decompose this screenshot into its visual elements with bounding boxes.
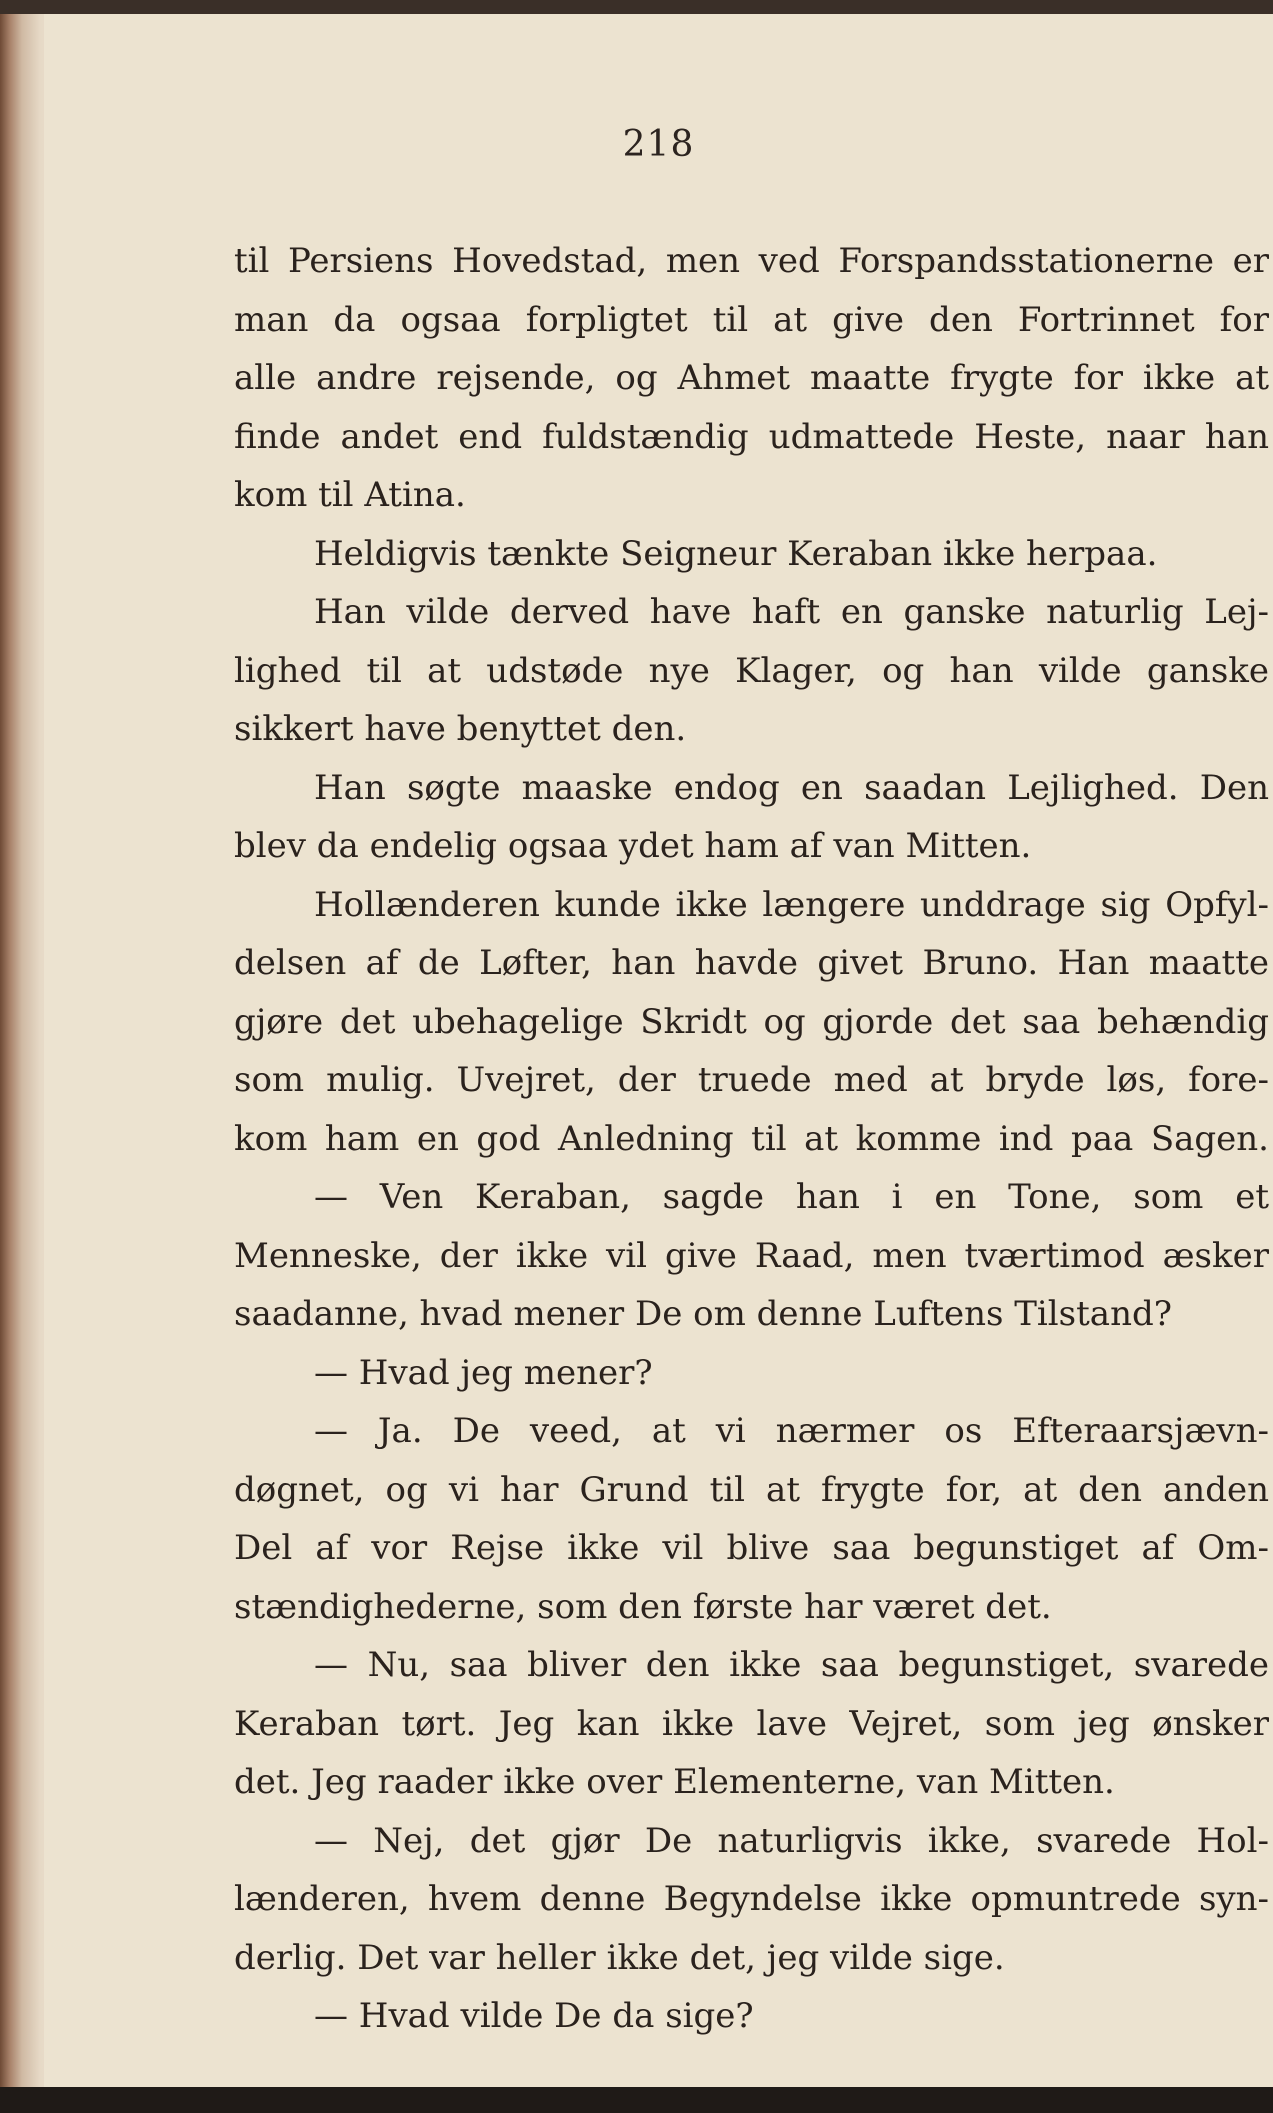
text-line: finde andet end fuldstændig udmattede Heste, naar han: [234, 416, 1269, 457]
text-line: lænderen, hvem denne Begyndelse ikke opmuntrede syn-: [234, 1879, 1269, 1919]
text-line: Heldigvis tænkte Seigneur Keraban ikke herpaa.: [314, 533, 1158, 574]
text-line: Keraban tørt. Jeg kan ikke lave Vejret, som jeg ønsker: [234, 1703, 1269, 1744]
text-line: lighed til at udstøde nye Klager, og han vilde ganske: [234, 650, 1269, 691]
scan-bottom-edge: [0, 2087, 1273, 2113]
text-line: døgnet, og vi har Grund til at frygte for, at den anden: [234, 1469, 1269, 1510]
text-line: Del af vor Rejse ikke vil blive saa begunstiget af Om-: [234, 1528, 1269, 1568]
text-line: — Hvad vilde De da sige?: [314, 1996, 754, 2036]
text-line: — Ja. De veed, at vi nærmer os Efteraarsjævn-: [314, 1411, 1269, 1451]
text-line: saadanne, hvad mener De om denne Luftens Tilstand?: [234, 1294, 1172, 1334]
text-line: gjøre det ubehagelige Skridt og gjorde det saa behændig: [234, 1001, 1269, 1042]
text-line: delsen af de Løfter, han havde givet Bruno. Han maatte: [234, 943, 1269, 983]
text-line: Han søgte maaske endog en saadan Lejlighed. Den: [314, 767, 1269, 808]
text-line: det. Jeg raader ikke over Elementerne, van Mitten.: [234, 1762, 1115, 1802]
text-line: Hollænderen kunde ikke længere unddrage sig Opfyl-: [314, 884, 1269, 925]
text-line: — Nu, saa bliver den ikke saa begunstiget, svarede: [314, 1645, 1269, 1685]
text-line: alle andre rejsende, og Ahmet maatte frygte for ikke at: [234, 358, 1269, 398]
text-line: som mulig. Uvejret, der truede med at bryde løs, fore-: [234, 1060, 1269, 1100]
text-line: Menneske, der ikke vil give Raad, men tværtimod æsker: [234, 1235, 1269, 1276]
text-line: blev da endelig ogsaa ydet ham af van Mitten.: [234, 826, 1032, 866]
text-line: — Ven Keraban, sagde han i en Tone, som et: [314, 1177, 1269, 1217]
text-line: sikkert have benyttet den.: [234, 709, 687, 749]
scan-top-edge: [0, 0, 1273, 14]
text-line: derlig. Det var heller ikke det, jeg vilde sige.: [234, 1937, 1005, 1978]
text-line: Han vilde derved have haft en ganske naturlig Lej-: [314, 592, 1269, 632]
body-text: [234, 232, 1269, 2046]
text-line: kom ham en god Anledning til at komme ind paa Sagen.: [234, 1118, 1269, 1159]
text-line: man da ogsaa forpligtet til at give den Fortrinnet for: [234, 299, 1269, 340]
text-line: til Persiens Hovedstad, men ved Forspandsstationerne er: [234, 241, 1269, 281]
text-line: — Hvad jeg mener?: [314, 1352, 653, 1393]
text-line: stændighederne, som den første har været det.: [234, 1586, 1052, 1627]
text-line: — Nej, det gjør De naturligvis ikke, svarede Hol-: [314, 1820, 1269, 1861]
text-line: kom til Atina.: [234, 475, 466, 515]
book-page: [44, 14, 1273, 2087]
page-number: 218: [622, 124, 695, 165]
